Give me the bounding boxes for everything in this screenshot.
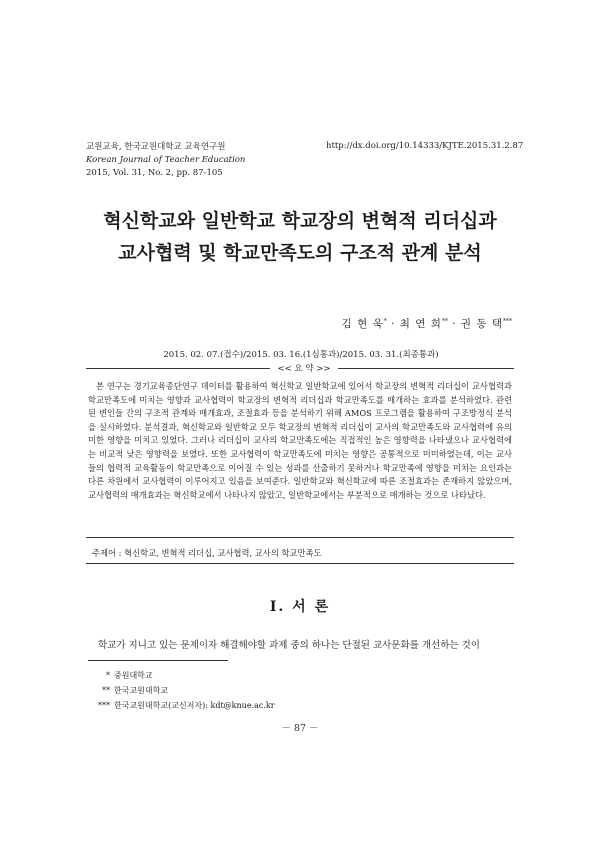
- author-1: 김 현 욱: [341, 318, 384, 330]
- page-number: － 87 －: [281, 723, 319, 734]
- author-1-mark: *: [383, 318, 387, 325]
- author-2: 최 연 희: [399, 318, 442, 330]
- journal-name: Korean Journal of Teacher Education: [86, 155, 246, 165]
- abstract-label: << 요 약 >>: [270, 362, 338, 374]
- footnote-1: [88, 668, 153, 683]
- footnote-mark: **: [102, 686, 110, 695]
- abstract-text: 본 연구는 경기교육종단연구 데이터를 활용하여 혁신학교 일반학교에 있어서 학교장의 변혁적 리더십이 교사협력과 학교만족도에 미치는 영향과 교사협력이 학교장의 변혁적 리더십과 학교만족도를 매개하는 효과를 분석하였다. 관련된 변인들 간의 구조적 관계와 매개효과, 조절효과 등을 분석하기 위해 AMOS 프로그램을 활용하여 구조방정식 분석을 실시하였다. 분석결과, 혁신학교와 일반학교 모두 학교장의 변혁적 리더십이 교사의 학교만족도와 교사협력에 유의미한 영향을 미치고 있었다. 그러나 리더십이 교사의 학교만족도에는 직접적인 높은 영향력을 나타냈으나 교사협력에는 비교적 낮은 영향력을 보였다. 또한 교사협력이 학교만족도에 미치는 영향은 공통적으로 미미하였는데, 이는 교사들의 협력적 교육활동이 학교만족으로 이어질 수 있는 성과를 산출하기 못하거나 학교만족에 영향을 미치는 요인과는 다른 차원에서 교사협력이 이루어지고 있음을 보여준다. 일반학교와 혁신학교에 따른 조절효과는 존재하지 않았으며, 교사협력의 매개효과는 혁신학교에서 나타나지 않았고, 일반학교에서는 부분적으로 매개하는 것으로 나타났다.: [88, 381, 512, 500]
- abstract-bottom-rule: [86, 537, 514, 538]
- paper-title-line1: 혁신학교와 일반학교 학교장의 변혁적 리더십과: [103, 210, 497, 232]
- submission-dates: 2015. 02. 07.(접수)/2015. 03. 16.(1심통과)/2015. 03. 31.(최종통과): [163, 350, 439, 360]
- author-2-mark: **: [441, 318, 448, 325]
- footnote-text: 한국교원대학교(교신저자): kdt@knue.ac.kr: [114, 701, 275, 710]
- author-3-mark: ***: [503, 318, 512, 325]
- doi-link[interactable]: http://dx.doi.org/10.14333/KJTE.2015.31.2.87: [326, 141, 524, 151]
- author-separator: ·: [447, 318, 461, 330]
- keywords-rule: [86, 563, 514, 564]
- footnote-3: [88, 698, 275, 713]
- footnote-text: 한국교원대학교: [114, 686, 169, 695]
- volume-info: 2015, Vol. 31, No. 2, pp. 87-105: [86, 168, 223, 178]
- footnote-text: 중원대학교: [114, 671, 153, 680]
- footnote-mark: *: [106, 671, 110, 680]
- author-3: 권 동 택: [460, 318, 503, 330]
- journal-header: [86, 141, 346, 180]
- keywords: 주제어 : 혁신학교, 변혁적 리더십, 교사협력, 교사의 학교만족도: [92, 548, 322, 558]
- author-separator: ·: [386, 318, 400, 330]
- paper-title-line2: 교사협력 및 학교만족도의 구조적 관계 분석: [118, 242, 482, 264]
- author-list: [342, 316, 512, 331]
- footnote-rule: [88, 660, 228, 661]
- institution-line: 교원교육, 한국교원대학교 교육연구원: [86, 142, 226, 152]
- footnote-mark: ***: [98, 701, 110, 710]
- section-heading: Ⅰ. 서 론: [269, 599, 331, 615]
- footnote-2: [88, 683, 168, 698]
- body-paragraph: 학교가 지니고 있는 문제이자 해결해야할 과제 중의 하나는 단절된 교사문화를 개선하는 것이: [98, 640, 480, 651]
